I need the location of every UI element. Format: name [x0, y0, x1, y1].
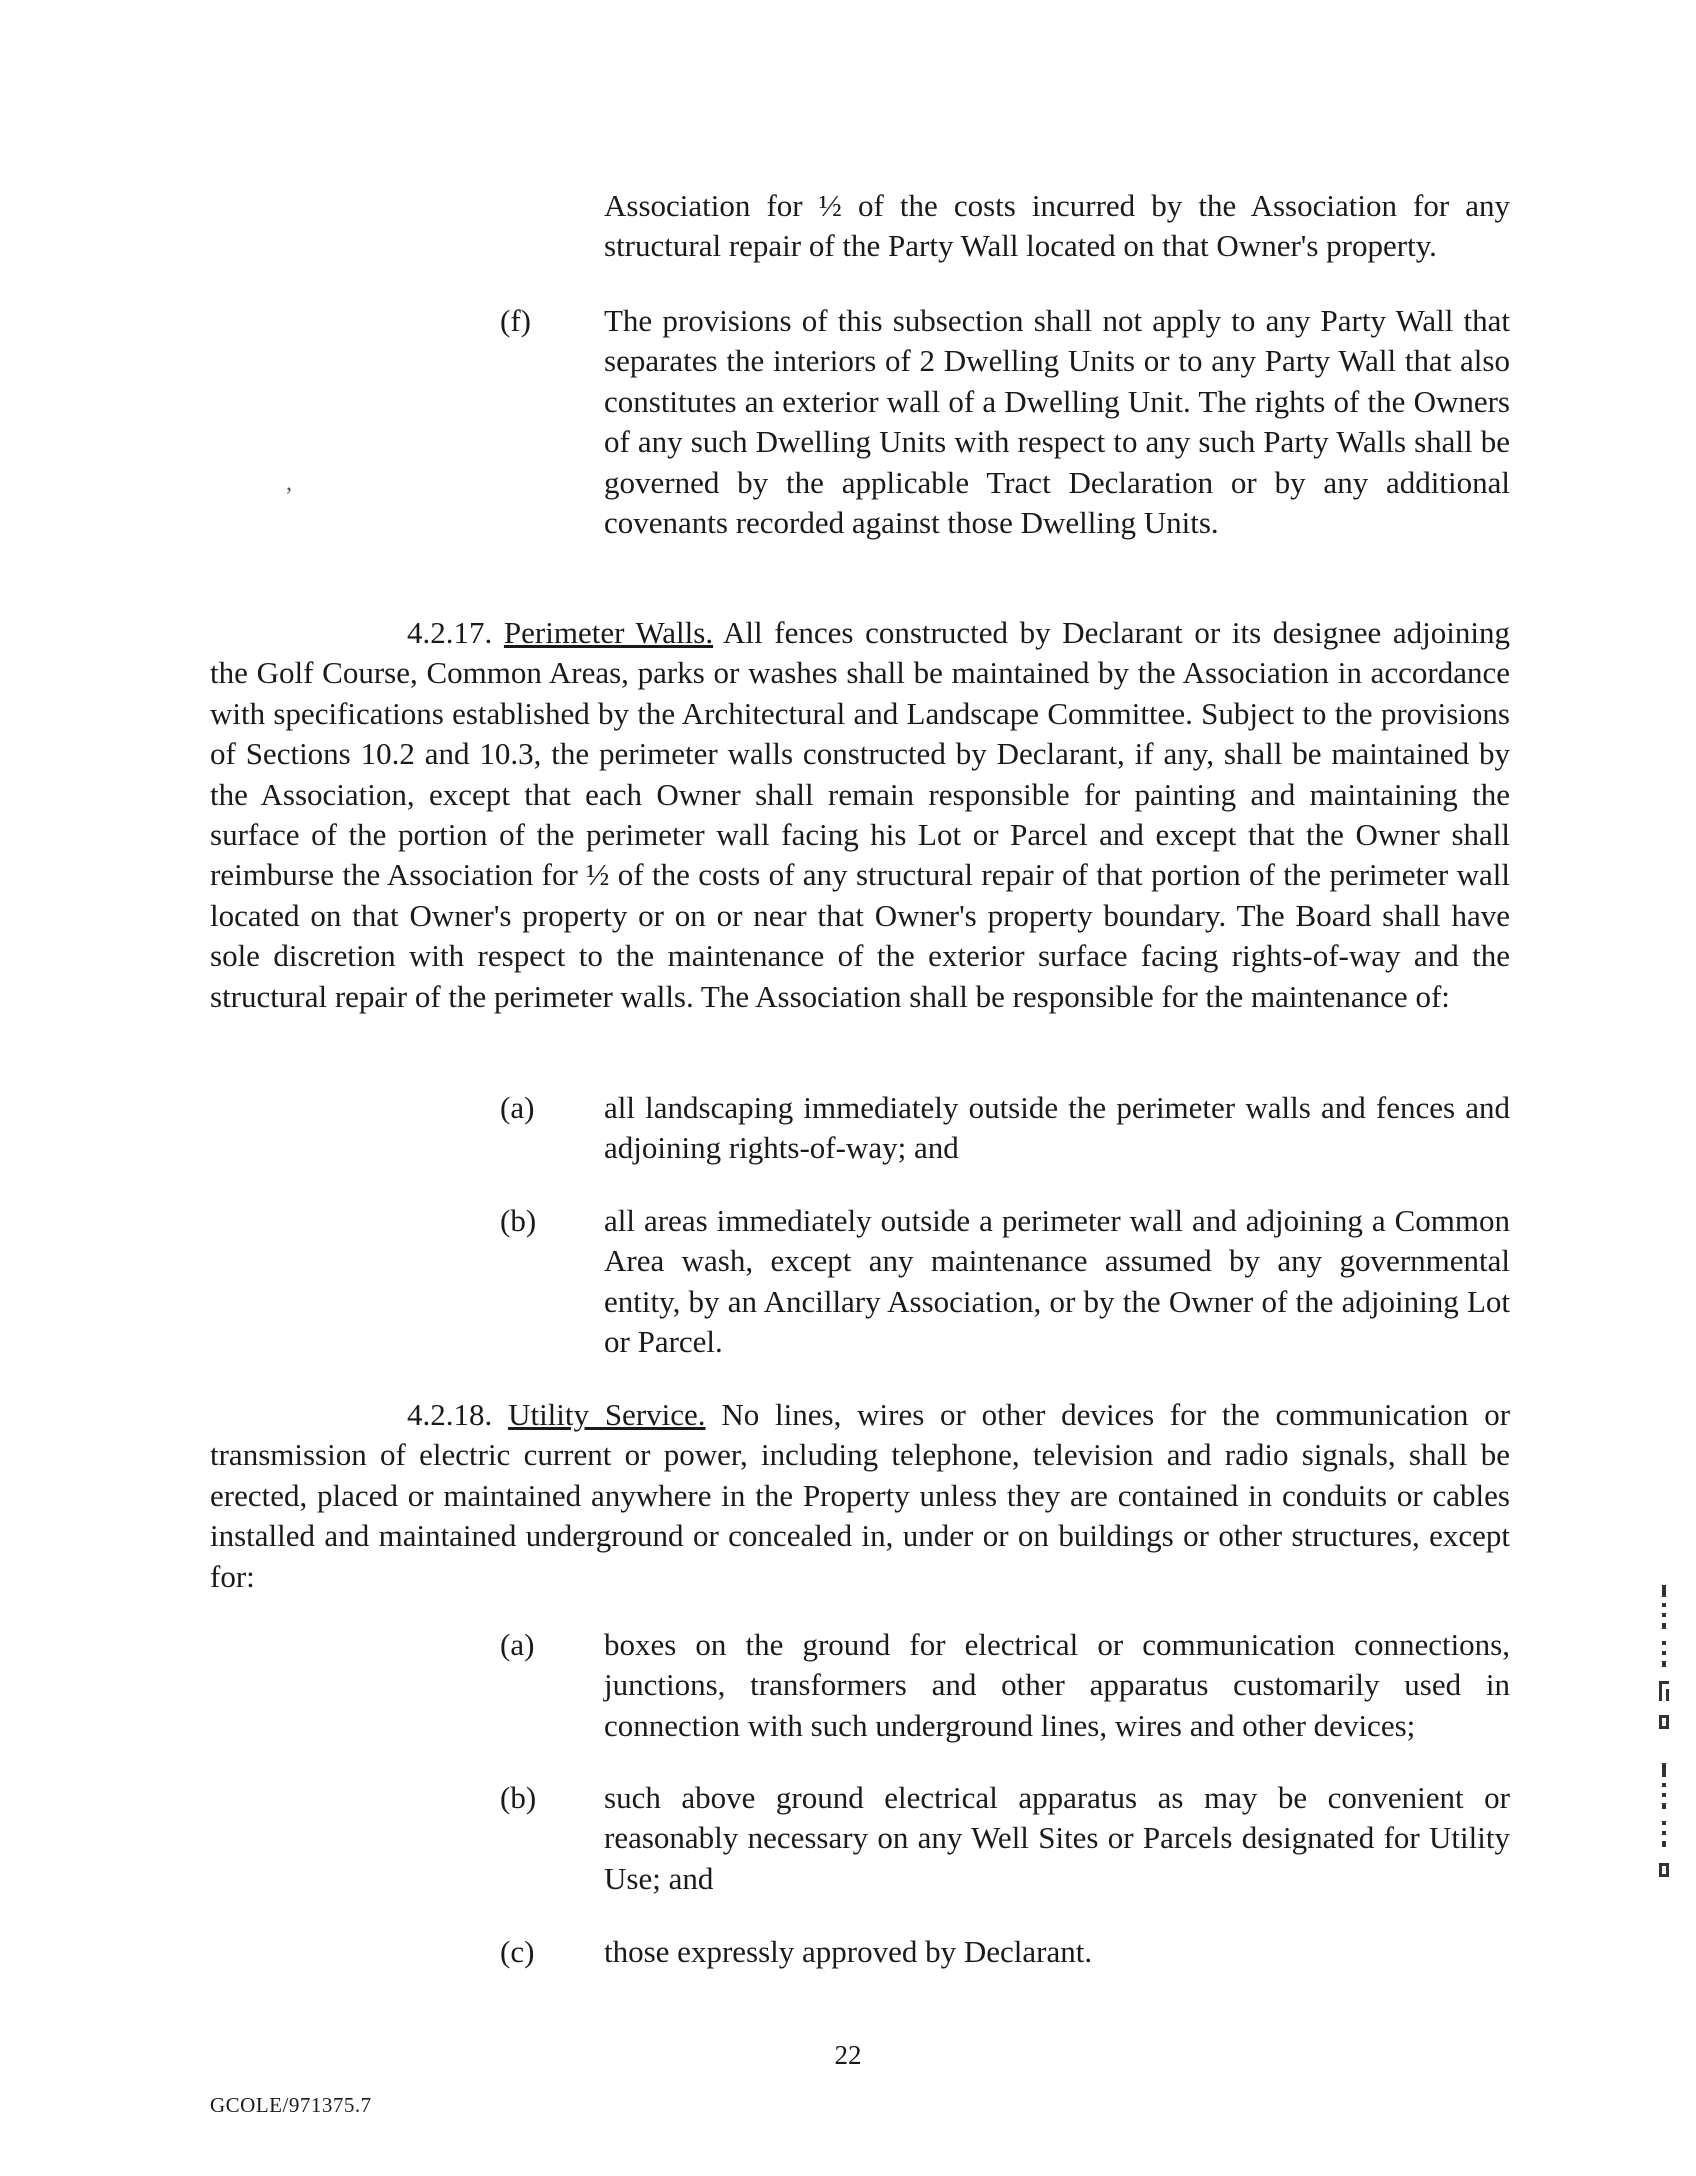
section-4-2-17 [210, 613, 1510, 1017]
section-4-2-18 [210, 1395, 1510, 1597]
list-item [500, 1088, 1510, 1173]
item-label: (a) [500, 1627, 535, 1662]
continuation-paragraph: Association for ½ of the costs incurred by the Association for any structural repair of the Party Wall located on that Owner's property. [604, 188, 1510, 264]
document-id: GCOLE/971375.7 [210, 2093, 372, 2117]
list-item [500, 1778, 1510, 1903]
section-heading: Perimeter Walls. [503, 615, 714, 650]
section-body: No lines, wires or other devices for the communication or transmission of electric current or power, including telephone, television and radio signals, shall be erected, placed or maintained anywhere in the Property unless they are contained in conduits or cables installed and maintained underground or concealed in, under or on buildings or other structures, except for: [210, 1397, 1511, 1594]
list-item [500, 1932, 1510, 1977]
item-text: all landscaping immediately outside the perimeter walls and fences and adjoining rights-of-way; and [604, 1090, 1510, 1166]
list-item [500, 1625, 1510, 1750]
item-text: boxes on the ground for electrical or communication connections, junctions, transformers and other apparatus customarily used in connection with such underground lines, wires and other devices; [604, 1627, 1510, 1743]
item-label: (c) [500, 1934, 535, 1969]
item-label: (b) [500, 1203, 537, 1238]
item-text: those expressly approved by Declarant. [604, 1934, 1093, 1969]
margin-mark: , [286, 470, 292, 496]
subsection-f [500, 301, 1510, 591]
subsection-text: The provisions of this subsection shall not apply to any Party Wall that separates the interiors of 2 Dwelling Units or to any Party Wall that also constitutes an exterior wall of a Dwelling Unit. The rights of the Owners of any such Dwelling Units with respect to any such Party Walls shall be governed by the applicable Tract Declaration or by any additional covenants recorded against those Dwelling Units. [604, 303, 1510, 541]
list-item [500, 1201, 1510, 1366]
item-text: such above ground electrical apparatus as may be convenient or reasonably necessary on any Well Sites or Parcels designated for Utility Use; and [604, 1780, 1510, 1896]
item-label: (b) [500, 1780, 537, 1815]
section-heading: Utility Service. [508, 1397, 706, 1432]
page-number: 22 [834, 2040, 862, 2070]
section-number: 4.2.17. [407, 615, 504, 650]
margin-barcode-stamp [1650, 1585, 1680, 1935]
subsection-label: (f) [500, 303, 531, 338]
item-label: (a) [500, 1090, 535, 1125]
item-text: all areas immediately outside a perimeter wall and adjoining a Common Area wash, except any maintenance assumed by any governmental entity, by an Ancillary Association, or by the Owner of the adjoining Lot or Parcel. [604, 1203, 1510, 1360]
section-number: 4.2.18. [407, 1397, 509, 1432]
section-body: All fences constructed by Declarant or its designee adjoining the Golf Course, Common Areas, parks or washes shall be maintained by the Association in accordance with specifications established by the Architectural and Landscape Committee. Subject to the provisions of Sections 10.2 and 10.3, the perimeter walls constructed by Declarant, if any, shall be maintained by the Association, except that each Owner shall remain responsible for painting and maintaining the surface of the portion of the perimeter wall facing his Lot or Parcel and except that the Owner shall reimburse the Association for ½ of the costs of any structural repair of that portion of the perimeter wall located on that Owner's property or on or near that Owner's property boundary. The Board shall have sole discretion with respect to the maintenance of the exterior surface facing rights-of-way and the structural repair of the perimeter walls. The Association shall be responsible for the maintenance of: [210, 615, 1510, 1014]
